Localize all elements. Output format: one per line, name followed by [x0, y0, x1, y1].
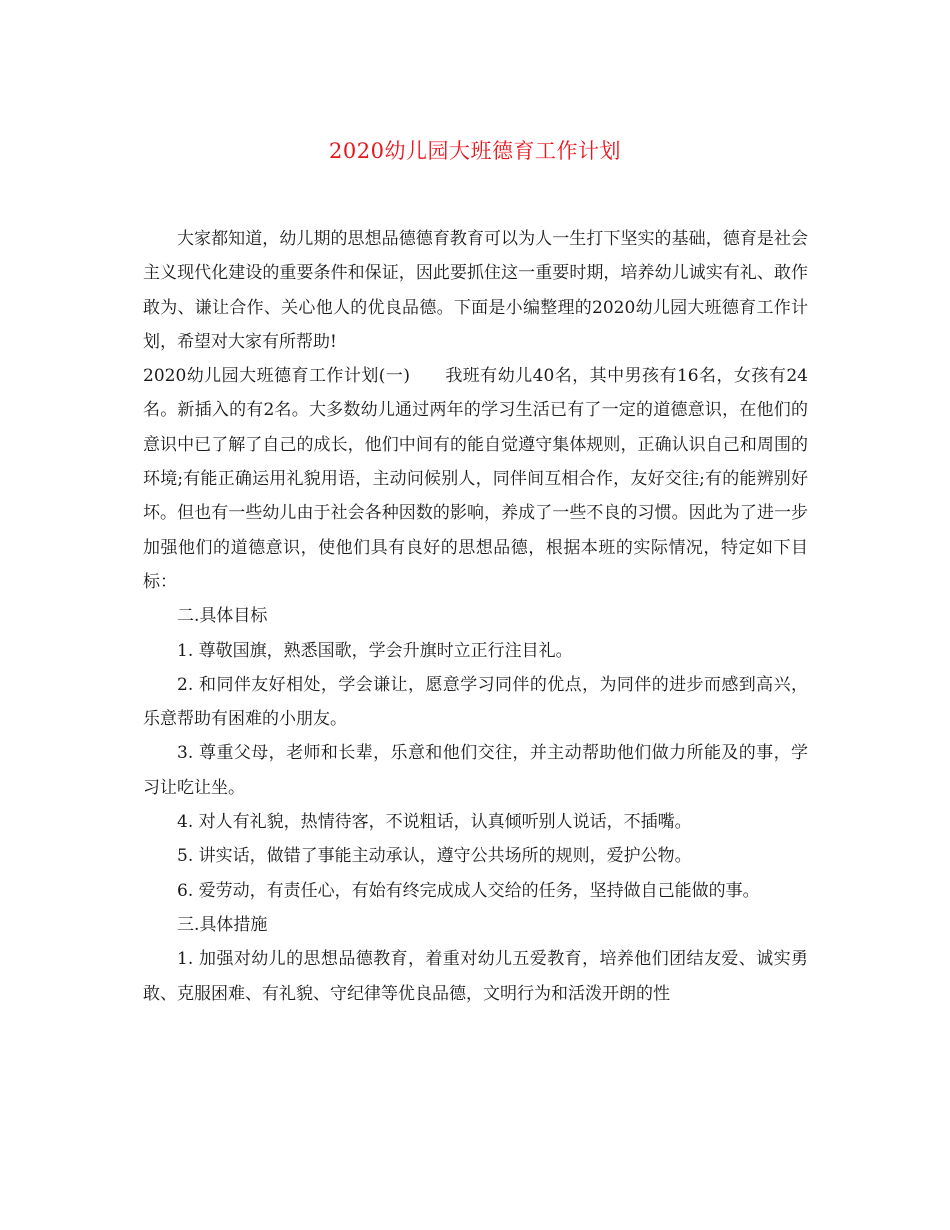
document-title: 2020幼儿园大班德育工作计划: [329, 139, 621, 163]
paragraph: 2. 和同伴友好相处，学会谦让，愿意学习同伴的优点，为同伴的进步而感到高兴，乐意帮助有困难的小朋友。: [143, 674, 808, 730]
paragraph: 4. 对人有礼貌，热情待客，不说粗话，认真倾听别人说话，不插嘴。: [177, 812, 692, 833]
paragraph: 6. 爱劳动，有责任心，有始有终完成成人交给的任务，坚持做自己能做的事。: [177, 880, 760, 901]
paragraph: 1. 加强对幼儿的思想品德教育，着重对幼儿五爱教育，培养他们团结友爱、诚实勇敢、克服困难、有礼貌、守纪律等优良品德，文明行为和活泼开朗的性: [143, 949, 808, 1004]
paragraph: 2020幼儿园大班德育工作计划(一) 我班有幼儿40名，其中男孩有16名，女孩有24名。新插入的有2名。大多数幼儿通过两年的学习生活已有了一定的道德意识，在他们的意识中已了解了自己的成长，他们中间有的能自觉遵守集体规则，正确认识自己和周围的环境;有能正确运用礼貌用语，主动问候别人，同伴间互相合作，友好交往;有的能辨别好坏。但也有一些幼儿由于社会各种因数的影响，养成了一些不良的习惯。因此为了进一步加强他们的道德意识，使他们具有良好的思想品德，根据本班的实际情况，特定如下目标：: [143, 366, 808, 592]
paragraph: 二.具体目标: [177, 606, 268, 627]
paragraph: 5. 讲实话，做错了事能主动承认，遵守公共场所的规则，爱护公物。: [177, 846, 692, 867]
document-body: [143, 222, 808, 1011]
paragraph: 三.具体措施: [177, 914, 268, 935]
paragraph: 3. 尊重父母，老师和长辈，乐意和他们交往，并主动帮助他们做力所能及的事，学习让吃让坐。: [143, 743, 808, 798]
paragraph: 1. 尊敬国旗，熟悉国歌，学会升旗时立正行注目礼。: [177, 640, 573, 661]
paragraph: 大家都知道，幼儿期的思想品德德育教育可以为人一生打下坚实的基础，德育是社会主义现代化建设的重要条件和保证，因此要抓住这一重要时期，培养幼儿诚实有礼、敢作敢为、谦让合作、关心他人的优良品德。下面是小编整理的2020幼儿园大班德育工作计划，希望对大家有所帮助!: [143, 229, 808, 352]
